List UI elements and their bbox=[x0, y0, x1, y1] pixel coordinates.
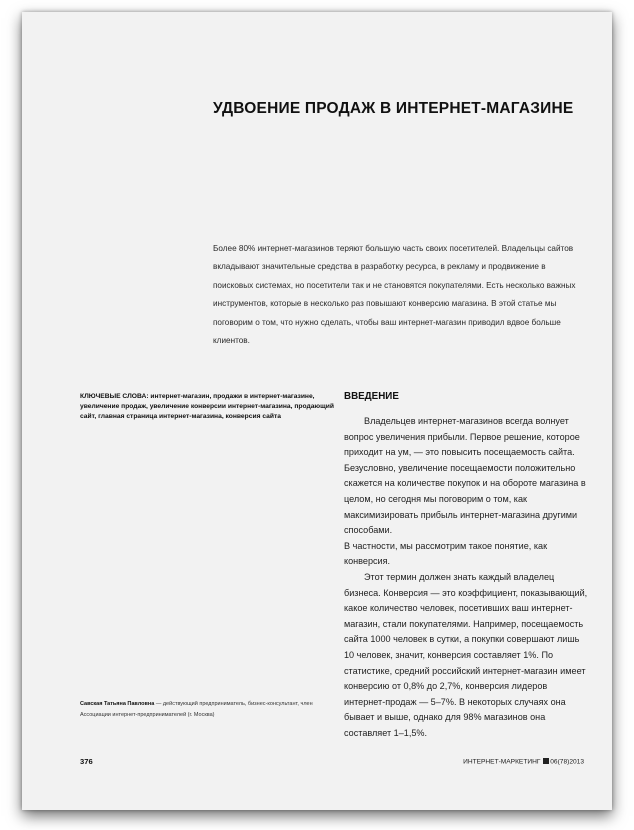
author-name: Савская Татьяна Павловна bbox=[80, 701, 155, 707]
keywords-block bbox=[80, 392, 340, 423]
body-paragraph: Этот термин должен знать каждый владелец бизнеса. Конверсия — это коэффициент, показывающий, какое количество человек, посетивших ваш интернет-магазин, стали покупателями. Например, посещаемость сайта 1000 человек в сутки, а покупки совершают лишь 10 человек, значит, конверсия составляет 1%. По статистике, средний российский интернет-магазин имеет конверсию от 0,8% до 2,7%, конверсия лидеров интернет-продаж — 5–7%. В некоторых случаях она бывает и выше, однако для 98% магазинов она составляет 1–1,5%. bbox=[344, 571, 588, 738]
magazine-page bbox=[22, 12, 612, 810]
section-heading: ВВЕДЕНИЕ bbox=[344, 391, 399, 402]
body-paragraph: Владельцев интернет-магазинов всегда волнует вопрос увеличения прибыли. Первое решение, которое приходит на ум, — это повысить посещаемость сайта. Безусловно, увеличение посещаемости положительно скажется на количестве покупок и на обороте магазина в целом, но сегодня мы поговорим о том, как максимизировать прибыль интернет-магазина другими способами. bbox=[344, 416, 586, 536]
square-icon bbox=[543, 758, 549, 764]
journal-footer bbox=[463, 758, 584, 766]
keywords-label: КЛЮЧЕВЫЕ СЛОВА: bbox=[80, 393, 149, 400]
journal-issue: 06(78)2013 bbox=[550, 758, 584, 766]
article-body bbox=[344, 414, 590, 741]
article-title: УДВОЕНИЕ ПРОДАЖ В ИНТЕРНЕТ-МАГАЗИНЕ bbox=[213, 100, 574, 117]
author-info bbox=[80, 699, 342, 720]
article-lead bbox=[213, 240, 585, 350]
body-paragraph: В частности, мы рассмотрим такое понятие, как конверсия. bbox=[344, 540, 548, 567]
journal-name: ИНТЕРНЕТ-МАРКЕТИНГ bbox=[463, 758, 541, 766]
page-number: 376 bbox=[80, 757, 93, 766]
author-bio: — действующий предприниматель, бизнес-консультант, член Ассоциации интернет-предпринимателей (г. Москва) bbox=[80, 701, 313, 718]
keywords-text: интернет-магазин, продажи в интернет-магазине, увеличение продаж, увеличение конверсии интернет-магазина, продающий сайт, главная страница интернет-магазина, конверсия сайта bbox=[80, 393, 334, 421]
lead-paragraph: Более 80% интернет-магазинов теряют большую часть своих посетителей. Владельцы сайтов вкладывают значительные средства в разработку ресурса, в рекламу и продвижение в поисковых системах, но посетители так и не становятся покупателями. Есть несколько важных инструментов, которые в несколько раз повышают конверсию магазина. В этой статье мы поговорим о том, что нужно сделать, чтобы ваш интернет-магазин приводил вдвое больше клиентов. bbox=[213, 244, 576, 346]
